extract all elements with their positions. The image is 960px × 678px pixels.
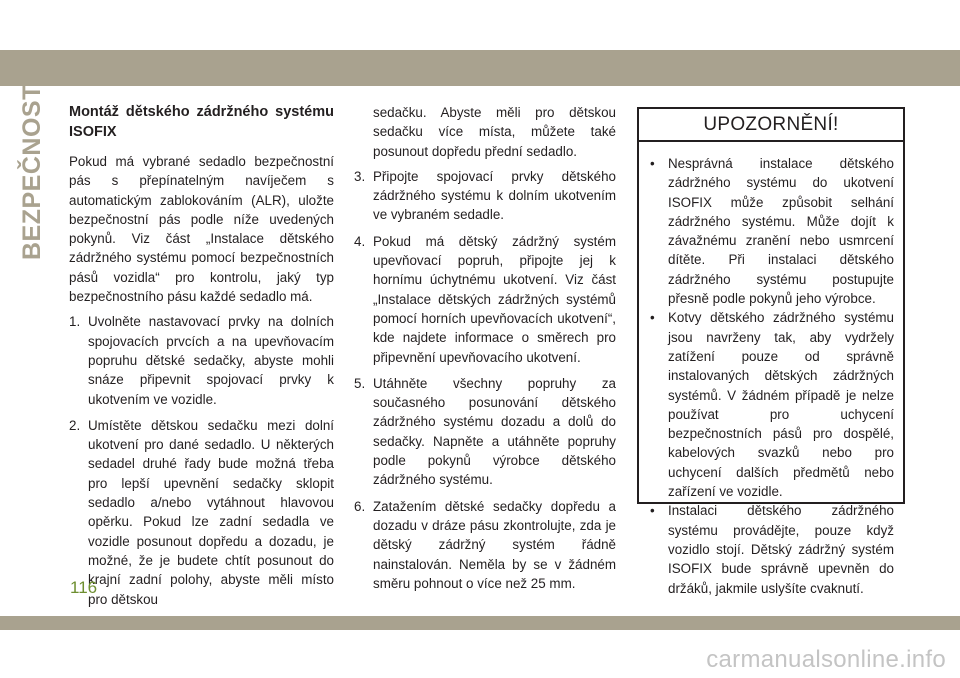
step-text: Zatažením dětské sedačky dopředu a dozadu v dráze pásu zkontrolujte, zda je dětský zádržný systém řádně nainstalován. Neměla by se v žádném směru pohnout o více než 25 mm.: [373, 498, 616, 591]
warning-item-text: Nesprávná instalace dětského zádržného systému do ukotvení ISOFIX může způsobit selhání zádržného systému. Může dojít k závažnému zranění nebo usmrcení dítěte. Při instalaci dětského zádržného systému postupujte přesně podle pokynů jeho výrobce.: [668, 156, 894, 307]
step-item: [354, 232, 616, 367]
watermark-link[interactable]: carmanualsonline.info: [706, 646, 946, 673]
warning-item-text: Instalaci dětského zádržného systému provádějte, pouze když vozidlo stojí. Dětský zádržný systém ISOFIX bude správně upevněn do držáků, jakmile uslyšíte cvaknutí.: [668, 503, 894, 596]
warning-item: [650, 154, 894, 308]
step-continuation: sedačku. Abyste měli pro dětskou sedačku více místa, můžete také posunout dopředu přední sedadlo.: [373, 105, 616, 159]
warning-item-text: Kotvy dětského zádržného systému jsou navrženy tak, aby vydržely zatížení pouze od správně instalovaných dětských zádržných systémů. V žádném případě je nelze používat pro uchycení bezpečnostních pásů pro dospělé, kabelových svazků nebo pro uchycení dalších předmětů nebo zařízení ve vozidle.: [668, 310, 894, 500]
step-number: 2.: [69, 417, 81, 433]
top-band: [0, 50, 960, 86]
warning-item: [650, 501, 894, 597]
bullet-icon: •: [650, 503, 655, 519]
step-item: [354, 167, 616, 225]
step-item: [69, 312, 334, 408]
step-text: Utáhněte všechny popruhy za současného posunování dětského zádržného systému dozadu a dolů do sedačky. Napněte a utáhněte popruhy podle pokynů výrobce dětského zádržného systému.: [373, 375, 616, 488]
step-item: [69, 416, 334, 609]
bottom-band: [0, 616, 960, 630]
step-number: 6.: [354, 498, 366, 514]
warning-box: [637, 107, 905, 596]
steps-list-part1: [69, 312, 334, 608]
step-number: 3.: [354, 168, 366, 184]
step-text: Pokud má dětský zádržný systém upevňovací popruh, připojte jej k hornímu úchytnému ukotvení. Viz část „Instalace dětských zádržných systémů pomocí horních upevňovacích ukotvení“, kde najdete informace o směrech pro připevnění upevňovacího ukotvení.: [373, 233, 616, 365]
intro-paragraph: Pokud má vybrané sedadlo bezpečnostní pás s přepínatelným navíječem s automatickým zablokováním (ALR), uložte bezpečnostní pás podle níže uvedených pokynů. Viz část „Instalace dětského zádržného systému pomocí bezpečnostních pásů vozidla“ pro kontrolu, jaký typ bezpečnostního pásu každé sedadlo má.: [69, 154, 334, 305]
step-text: Umístěte dětskou sedačku mezi dolní ukotvení pro dané sedadlo. U některých sedadel druhé řady bude možná třeba pro lepší upevnění sedačky sklopit sedadlo a/nebo vytáhnout hlavovou opěrku. Pokud lze zadní sedadla ve vozidle posunout dopředu a dozadu, je možné, že je budete chtít posunout do krajní zadní polohy, abyste měli místo pro dětskou: [88, 417, 334, 607]
middle-column: [354, 103, 616, 600]
page-number: 116: [70, 578, 98, 597]
section-label: BEZPEČNOST: [18, 84, 46, 260]
bullet-icon: •: [650, 156, 655, 171]
warning-list: [639, 142, 903, 598]
step-number: 5.: [354, 375, 366, 391]
bullet-icon: •: [650, 310, 655, 326]
steps-list-part2: [354, 167, 616, 593]
warning-item: [650, 308, 894, 501]
step-item: [354, 374, 616, 490]
step-number: 1.: [69, 314, 81, 330]
step-text: Připojte spojovací prvky dětského zádržného systému k dolním ukotvením ve vybraném sedadle.: [373, 168, 616, 223]
left-column: [69, 103, 334, 616]
section-heading: Montáž dětského zádržného systému ISOFIX: [69, 104, 334, 140]
step-text: Uvolněte nastavovací prvky na dolních spojovacích prvcích a na upevňovacím popruhu dětské sedačky, abyste mohli snáze připevnit spojovací prvky k ukotvením ve vozidle.: [88, 314, 334, 407]
warning-title: UPOZORNĚNÍ!: [639, 109, 903, 142]
step-number: 4.: [354, 233, 366, 249]
step-item: [354, 497, 616, 593]
